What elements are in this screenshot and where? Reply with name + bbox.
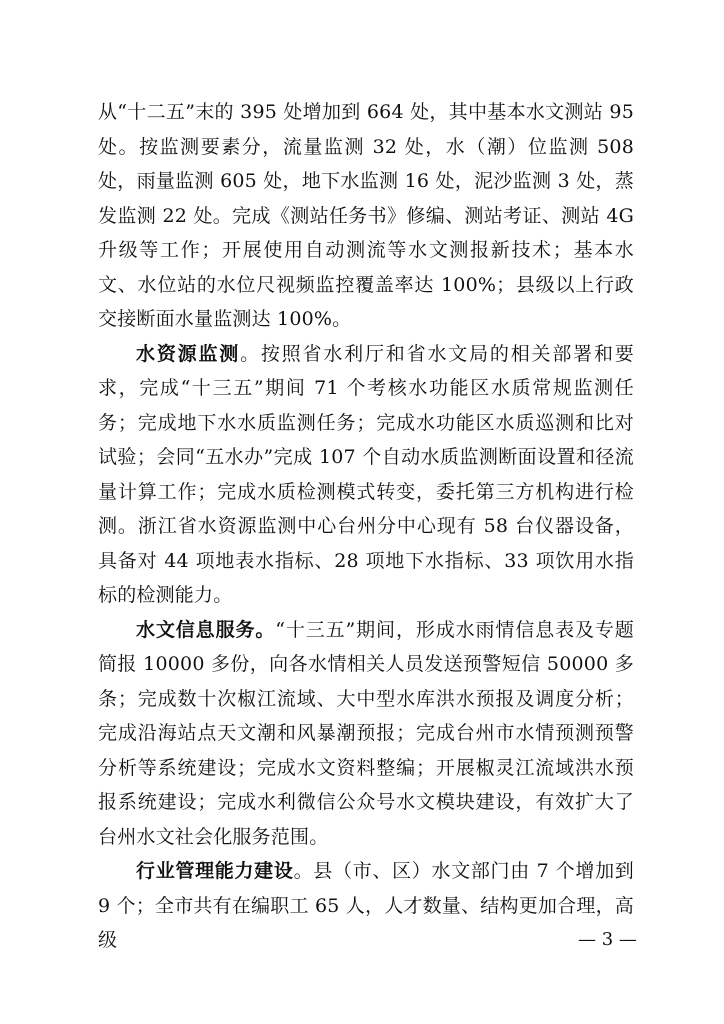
paragraph-text: 。按照省水利厅和省水文局的相关部署和要求，完成“十三五”期间 71 个考核水功能区水质常规监测任务；完成地下水水质监测任务；完成水功能区水质巡测和比对试验；会同“五水办”完成 107 个自动水质监测断面设置和径流量计算工作；完成水质检测模式转变，委托第三方机构进行检测。浙江省水资源监测中心台州分中心现有 58 台仪器设备，具备对 44 项地表水指标、28 项地下水指标、33 项饮用水指标的检测能力。	[98, 342, 634, 606]
document-body	[98, 95, 634, 958]
paragraph-heading: 行业管理能力建设	[136, 860, 294, 882]
paragraph-management-capacity	[98, 854, 634, 958]
paragraph-monitoring-stations	[98, 95, 634, 337]
paragraph-water-resources-monitoring	[98, 337, 634, 613]
paragraph-text: 。县（市、区）水文部门由 7 个增加到 9 个；全市共有在编职工 65 人，人才数量、结构更加合理，高级	[98, 860, 634, 951]
paragraph-text: “十三五”期间，形成水雨情信息表及专题简报 10000 多份，向各水情相关人员发送预警短信 50000 多条；完成数十次椒江流域、大中型水库洪水预报及调度分析；完成沿海站点天文潮和风暴潮预报；完成台州市水情预测预警分析等系统建设；完成水文资料整编；开展椒灵江流域洪水预报系统建设；完成水利微信公众号水文模块建设，有效扩大了台州水文社会化服务范围。	[98, 618, 634, 848]
paragraph-heading: 水文信息服务。	[136, 618, 276, 641]
paragraph-hydrological-information-service	[98, 613, 634, 855]
paragraph-text: 从“十二五”末的 395 处增加到 664 处，其中基本水文测站 95 处。按监测要素分，流量监测 32 处，水（潮）位监测 508 处，雨量监测 605 处，地下水监测 16 处，泥沙监测 3 处，蒸发监测 22 处。完成《测站任务书》修编、测站考证、测站 4G 升级等工作；开展使用自动测流等水文测报新技术；基本水文、水位站的水位尺视频监控覆盖率达 100%；县级以上行政交接断面水量监测达 100%。	[98, 101, 634, 330]
page-number: — 3 —	[578, 929, 637, 950]
paragraph-heading: 水资源监测	[136, 342, 241, 365]
